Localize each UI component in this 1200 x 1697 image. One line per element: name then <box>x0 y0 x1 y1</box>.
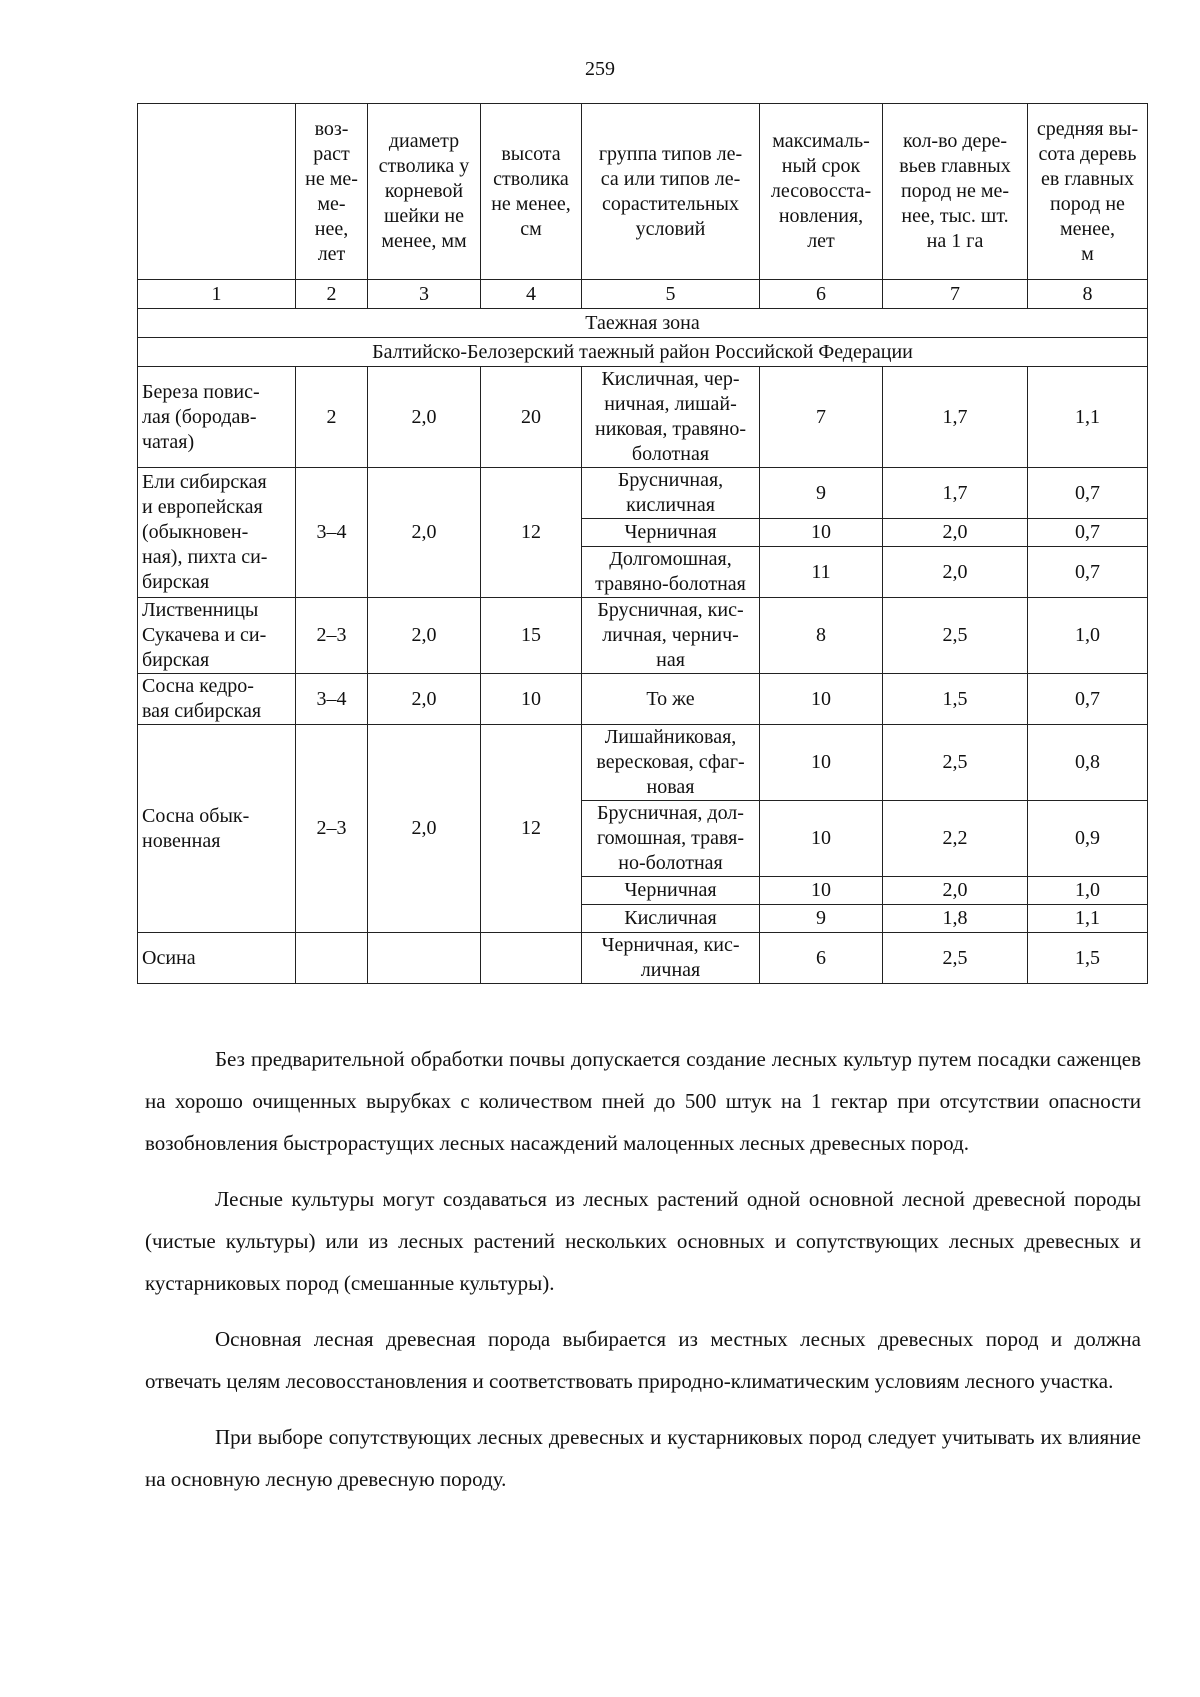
max-years-cell: 11 <box>760 547 883 598</box>
species-name-cell: Сосна обык- новенная <box>138 725 296 933</box>
age-cell: 3–4 <box>296 674 368 725</box>
paragraph: При выборе сопутствующих лесных древесных и кустарниковых пород следует учитывать их влияние на основную лесную древесную породу. <box>145 1425 1141 1491</box>
avg-height-cell: 0,7 <box>1028 468 1148 519</box>
forest-type-cell: Долгомошная, травяно-болотная <box>582 547 760 598</box>
avg-height-cell: 1,1 <box>1028 367 1148 468</box>
max-years-cell: 9 <box>760 905 883 933</box>
zone-title: Таежная зона <box>138 309 1148 338</box>
header-cell-forest-type: группа типов ле- са или типов ле- сорастительных условий <box>582 104 760 280</box>
table-row <box>138 468 1148 519</box>
header-cell-max-years: максималь- ный срок лесовосста- новления, лет <box>760 104 883 280</box>
max-years-cell: 10 <box>760 519 883 547</box>
header-row <box>138 104 1148 280</box>
age-cell: 3–4 <box>296 468 368 598</box>
table-row <box>138 598 1148 674</box>
page-number: 259 <box>585 58 615 80</box>
tree-count-cell: 2,5 <box>883 933 1028 984</box>
table-row <box>138 367 1148 468</box>
header-cell-age: воз- раст не ме- ме- нее, лет <box>296 104 368 280</box>
height-cell: 12 <box>481 725 582 933</box>
diameter-cell: 2,0 <box>368 598 481 674</box>
avg-height-cell: 1,5 <box>1028 933 1148 984</box>
species-name-cell: Осина <box>138 933 296 984</box>
tree-count-cell: 2,5 <box>883 598 1028 674</box>
max-years-cell: 8 <box>760 598 883 674</box>
zone-row <box>138 309 1148 338</box>
column-number: 4 <box>481 280 582 309</box>
tree-count-cell: 2,5 <box>883 725 1028 801</box>
age-cell: 2 <box>296 367 368 468</box>
header-cell-diameter: диаметр стволика у корневой шейки не менее, мм <box>368 104 481 280</box>
forest-type-cell: Кисличная, чер- ничная, лишай- никовая, травяно- болотная <box>582 367 760 468</box>
header-cell-species <box>138 104 296 280</box>
tree-count-cell: 2,0 <box>883 877 1028 905</box>
avg-height-cell: 0,7 <box>1028 674 1148 725</box>
column-number: 1 <box>138 280 296 309</box>
avg-height-cell: 0,8 <box>1028 725 1148 801</box>
species-name-cell: Ели сибирская и европейская (обыкновен- ная), пихта си- бирская <box>138 468 296 598</box>
avg-height-cell: 1,0 <box>1028 598 1148 674</box>
max-years-cell: 10 <box>760 725 883 801</box>
forest-type-cell: Брусничная, кис- личная, чернич- ная <box>582 598 760 674</box>
height-cell: 12 <box>481 468 582 598</box>
column-number: 5 <box>582 280 760 309</box>
forest-type-cell: Брусничная, кисличная <box>582 468 760 519</box>
age-cell: 2–3 <box>296 725 368 933</box>
age-cell: 2–3 <box>296 598 368 674</box>
forest-type-cell: Брусничная, дол- гомошная, травя- но-болотная <box>582 801 760 877</box>
forest-type-cell: Черничная <box>582 519 760 547</box>
column-number: 7 <box>883 280 1028 309</box>
paragraph: Без предварительной обработки почвы допускается создание лесных культур путем посадки саженцев на хорошо очищенных вырубках с количеством пней до 500 штук на 1 гектар при отсутствии опасности возобновления быстрорастущих лесных насаждений малоценных лесных древесных пород. <box>145 1047 1141 1155</box>
diameter-cell <box>368 933 481 984</box>
avg-height-cell: 0,9 <box>1028 801 1148 877</box>
column-number: 3 <box>368 280 481 309</box>
age-cell <box>296 933 368 984</box>
species-name-cell: Лиственницы Сукачева и си- бирская <box>138 598 296 674</box>
max-years-cell: 10 <box>760 877 883 905</box>
region-title: Балтийско-Белозерский таежный район Российской Федерации <box>138 338 1148 367</box>
body-text <box>145 1038 1141 1514</box>
avg-height-cell: 0,7 <box>1028 519 1148 547</box>
column-number: 2 <box>296 280 368 309</box>
max-years-cell: 6 <box>760 933 883 984</box>
forest-type-cell: Кисличная <box>582 905 760 933</box>
diameter-cell: 2,0 <box>368 468 481 598</box>
height-cell <box>481 933 582 984</box>
paragraph: Основная лесная древесная порода выбирается из местных лесных древесных пород и должна отвечать целям лесовосстановления и соответствовать природно-климатическим условиям лесного участка. <box>145 1327 1141 1393</box>
tree-count-cell: 2,0 <box>883 519 1028 547</box>
header-cell-tree-count: кол-во дере- вьев главных пород не ме- нее, тыс. шт. на 1 га <box>883 104 1028 280</box>
tree-count-cell: 2,0 <box>883 547 1028 598</box>
avg-height-cell: 0,7 <box>1028 547 1148 598</box>
diameter-cell: 2,0 <box>368 725 481 933</box>
column-number: 8 <box>1028 280 1148 309</box>
max-years-cell: 7 <box>760 367 883 468</box>
max-years-cell: 9 <box>760 468 883 519</box>
height-cell: 15 <box>481 598 582 674</box>
tree-count-cell: 1,8 <box>883 905 1028 933</box>
tree-count-cell: 1,7 <box>883 367 1028 468</box>
height-cell: 20 <box>481 367 582 468</box>
height-cell: 10 <box>481 674 582 725</box>
table-row <box>138 674 1148 725</box>
forest-type-cell: Черничная <box>582 877 760 905</box>
avg-height-cell: 1,0 <box>1028 877 1148 905</box>
tree-count-cell: 1,5 <box>883 674 1028 725</box>
table-row <box>138 725 1148 801</box>
max-years-cell: 10 <box>760 674 883 725</box>
forest-type-cell: Черничная, кис- личная <box>582 933 760 984</box>
species-name-cell: Береза повис- лая (бородав- чатая) <box>138 367 296 468</box>
forest-type-cell: Лишайниковая, вересковая, сфаг- новая <box>582 725 760 801</box>
column-number-row <box>138 280 1148 309</box>
species-name-cell: Сосна кедро- вая сибирская <box>138 674 296 725</box>
avg-height-cell: 1,1 <box>1028 905 1148 933</box>
tree-count-cell: 2,2 <box>883 801 1028 877</box>
max-years-cell: 10 <box>760 801 883 877</box>
forest-type-cell: То же <box>582 674 760 725</box>
region-row <box>138 338 1148 367</box>
column-number: 6 <box>760 280 883 309</box>
header-cell-avg-height: средняя вы- сота деревь ев главных пород не менее, м <box>1028 104 1148 280</box>
header-cell-height: высота стволика не менее, см <box>481 104 582 280</box>
forest-culture-table <box>137 103 1148 984</box>
diameter-cell: 2,0 <box>368 367 481 468</box>
table-row <box>138 933 1148 984</box>
paragraph: Лесные культуры могут создаваться из лесных растений одной основной лесной древесной породы (чистые культуры) или из лесных растений нескольких основных и сопутствующих лесных древесных и кустарниковых пород (смешанные культуры). <box>145 1187 1141 1295</box>
tree-count-cell: 1,7 <box>883 468 1028 519</box>
diameter-cell: 2,0 <box>368 674 481 725</box>
